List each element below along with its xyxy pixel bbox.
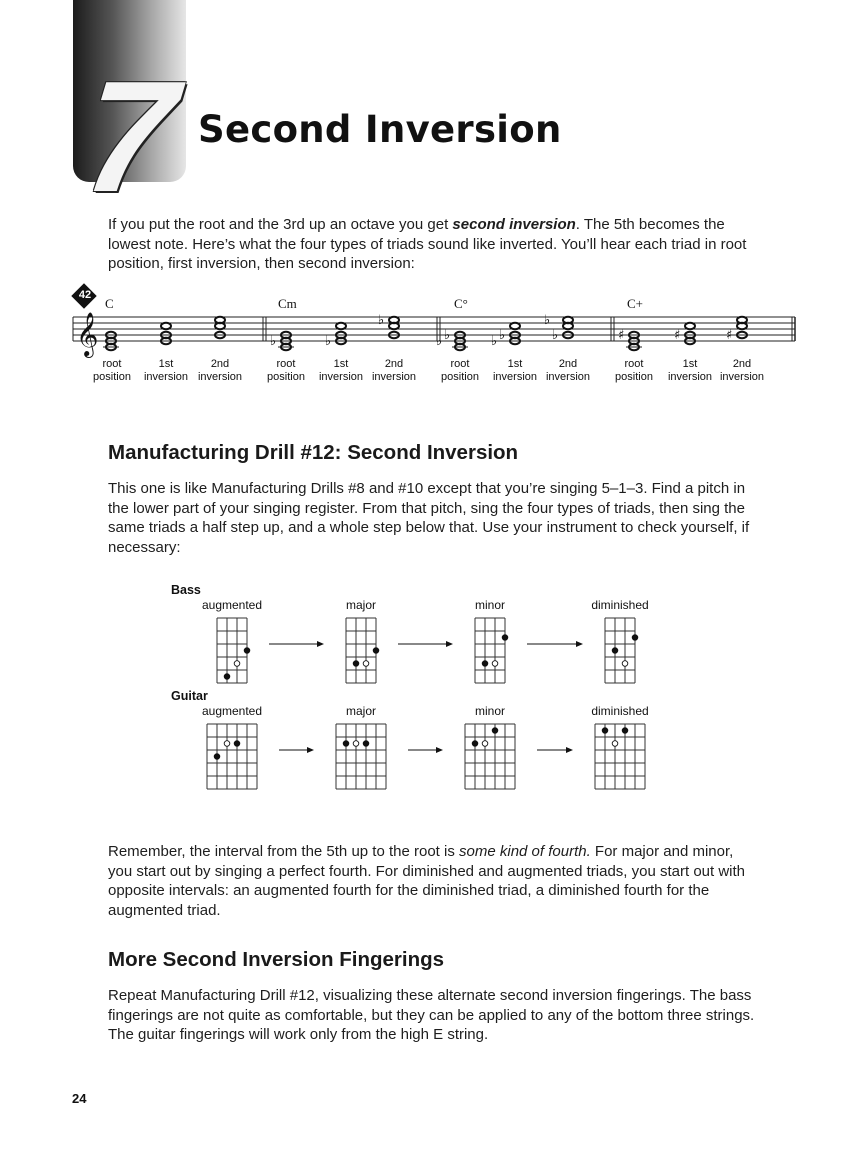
track-number: 42 <box>78 289 92 301</box>
position-label-line1: 1st <box>158 358 174 370</box>
sharp-icon: ♯ <box>726 328 733 343</box>
chapter-number: 7 <box>76 49 184 225</box>
root-marker-open <box>224 741 230 747</box>
note-head <box>737 317 747 323</box>
treble-clef-icon: 𝄞 <box>76 312 99 356</box>
guitar-diagram-major <box>336 724 386 789</box>
position-label <box>359 358 429 384</box>
finger-dot <box>612 648 618 654</box>
arrow-head-icon <box>576 641 583 647</box>
more-heading: More Second Inversion Fingerings <box>108 948 445 971</box>
intro-text-end: . The 5th becomes the lowest note. Here’s what the four types of triads sound like inverted. You’ll hear each triad in root position, first inversion, then second inversion: <box>108 216 747 272</box>
bass-diagram-label: minor <box>474 598 505 612</box>
finger-dot <box>482 661 488 667</box>
root-marker-open <box>353 741 359 747</box>
guitar-diagram-label: minor <box>474 704 505 718</box>
position-label-line1: 2nd <box>732 358 752 370</box>
finger-dot <box>502 635 508 641</box>
note-head <box>161 323 171 329</box>
position-label-line1: root <box>276 358 296 370</box>
chord-symbol: C <box>105 296 114 311</box>
finger-dot <box>373 648 379 654</box>
position-label <box>533 358 603 384</box>
position-label <box>185 358 255 384</box>
guitar-diagram-minor <box>465 724 515 789</box>
chord-symbol: C+ <box>627 296 644 311</box>
position-label-line2: inversion <box>719 371 765 383</box>
bass-diagram-diminished <box>605 618 638 683</box>
finger-dot <box>214 754 220 760</box>
bass-diagram-label: diminished <box>591 598 649 612</box>
finger-dot <box>353 661 359 667</box>
note-head <box>563 317 573 323</box>
guitar-diagram-augmented <box>207 724 257 789</box>
bass-diagram-label: major <box>345 598 376 612</box>
flat-icon: ♭ <box>552 328 559 343</box>
finger-dot <box>343 741 349 747</box>
bass-diagram-label: augmented <box>201 598 263 612</box>
position-label-line2: inversion <box>545 371 591 383</box>
root-marker-open <box>482 741 488 747</box>
bass-diagram-major <box>346 618 379 683</box>
finger-dot <box>224 674 230 680</box>
guitar-diagram-diminished <box>595 724 645 789</box>
bass-diagram-augmented <box>217 618 250 683</box>
sharp-icon: ♯ <box>674 328 681 343</box>
finger-dot <box>492 728 498 734</box>
flat-icon: ♭ <box>270 334 277 349</box>
root-marker-open <box>234 661 240 667</box>
guitar-diagram-label: major <box>345 704 376 718</box>
note-head <box>389 317 399 323</box>
position-label <box>707 358 777 384</box>
chord-symbol: C° <box>454 296 468 311</box>
note-head <box>215 317 225 323</box>
root-marker-open <box>612 741 618 747</box>
root-marker-open <box>492 661 498 667</box>
arrow-head-icon <box>446 641 453 647</box>
note-head <box>510 323 520 329</box>
position-label-line2: inversion <box>197 371 243 383</box>
arrow-head-icon <box>436 747 443 753</box>
intro-paragraph <box>108 215 758 274</box>
position-label-line2: position <box>267 371 305 383</box>
position-label-line2: inversion <box>318 371 364 383</box>
sharp-icon: ♯ <box>618 328 625 343</box>
drill-heading: Manufacturing Drill #12: Second Inversion <box>108 441 519 464</box>
flat-icon: ♭ <box>436 334 443 349</box>
position-label-line1: root <box>450 358 470 370</box>
flat-icon: ♭ <box>491 334 498 349</box>
guitar-diagram-label: augmented <box>201 704 263 718</box>
music-staff <box>0 300 864 360</box>
position-label-line2: position <box>441 371 479 383</box>
flat-icon: ♭ <box>444 328 451 343</box>
bass-diagram-minor <box>475 618 508 683</box>
flat-icon: ♭ <box>378 313 385 328</box>
guitar-diagram-label: diminished <box>591 704 649 718</box>
position-label-line1: 1st <box>682 358 698 370</box>
position-label-line1: 1st <box>333 358 349 370</box>
position-label-line1: 2nd <box>558 358 578 370</box>
note-head <box>685 323 695 329</box>
position-label-line1: 2nd <box>210 358 230 370</box>
finger-dot <box>602 728 608 734</box>
finger-dot <box>632 635 638 641</box>
chapter-title: Second Inversion <box>198 108 562 151</box>
drill-paragraph: This one is like Manufacturing Drills #8 and #10 except that you’re singing 5–1–3. Find a pitch in the lower part of your singing register. From that pitch, sing the four types of triads, then sing the same triads a half step up, and a whole step below that. Use your instrument to check yourself, if necessary: <box>108 480 750 556</box>
position-label-line2: inversion <box>371 371 417 383</box>
more-paragraph: Repeat Manufacturing Drill #12, visualizing these alternate second inversion fingerings. The bass fingerings are not quite as comfortable, but they can be applied to any of the bottom three strings. The guitar fingerings will work only from the high E string. <box>108 987 755 1043</box>
page-number: 24 <box>72 1091 87 1106</box>
position-label-line2: inversion <box>667 371 713 383</box>
bass-label: Bass <box>171 583 201 597</box>
guitar-label: Guitar <box>171 689 208 703</box>
remember-text-end: For major and minor, you start out by singing a perfect fourth. For diminished and augmented triads, you start out with opposite intervals: an augmented fourth for the diminished triad, a diminished fourth for the augmented triad. <box>108 843 746 919</box>
finger-dot <box>244 648 250 654</box>
position-label-line1: 1st <box>507 358 523 370</box>
remember-emphasis: some kind of fourth. <box>459 843 591 860</box>
arrow-head-icon <box>566 747 573 753</box>
root-marker-open <box>363 661 369 667</box>
remember-text-start: Remember, the interval from the 5th up to the root is <box>108 843 460 860</box>
position-label-line1: root <box>624 358 644 370</box>
arrow-head-icon <box>307 747 314 753</box>
chord-symbol: Cm <box>278 296 297 311</box>
flat-icon: ♭ <box>544 313 551 328</box>
finger-dot <box>234 741 240 747</box>
intro-text-start: If you put the root and the 3rd up an octave you get <box>108 216 453 233</box>
root-marker-open <box>622 661 628 667</box>
position-label-line2: inversion <box>492 371 538 383</box>
finger-dot <box>472 741 478 747</box>
arrow-head-icon <box>317 641 324 647</box>
position-label-line2: position <box>615 371 653 383</box>
finger-dot <box>363 741 369 747</box>
position-label-line2: position <box>93 371 131 383</box>
position-label-line1: root <box>102 358 122 370</box>
intro-emphasis: second inversion <box>452 216 576 233</box>
note-head <box>336 323 346 329</box>
finger-dot <box>622 728 628 734</box>
flat-icon: ♭ <box>325 334 332 349</box>
position-label-line1: 2nd <box>384 358 404 370</box>
position-label-line2: inversion <box>143 371 189 383</box>
remember-paragraph <box>108 842 758 920</box>
flat-icon: ♭ <box>499 328 506 343</box>
